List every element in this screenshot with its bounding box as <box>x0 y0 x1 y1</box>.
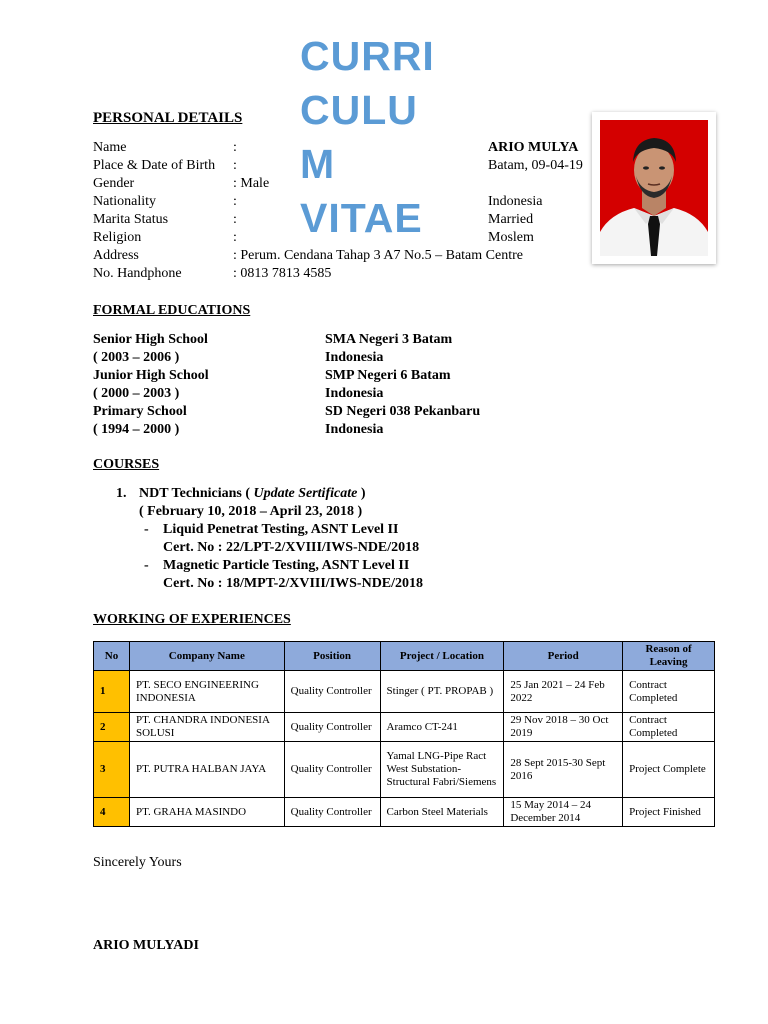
education-heading: FORMAL EDUCATIONS <box>93 303 251 318</box>
table-row <box>94 742 715 798</box>
personal-label: Religion <box>93 230 142 245</box>
course-title <box>139 485 365 503</box>
column-header-project: Project / Location <box>380 642 504 671</box>
education-years: ( 1994 – 2000 ) <box>93 422 180 437</box>
title-line-2: CULU <box>300 87 418 133</box>
table-row <box>94 713 715 742</box>
courses-heading: COURSES <box>93 457 160 472</box>
reason-cell: Project Complete <box>623 742 715 798</box>
personal-label: Marita Status <box>93 212 169 227</box>
personal-value <box>233 211 237 229</box>
colon: : <box>233 248 237 263</box>
position-cell: Quality Controller <box>284 713 380 742</box>
column-header-period: Period <box>504 642 623 671</box>
course-sub-name: Liquid Penetrat Testing, ASNT Level II <box>163 522 399 537</box>
course-title-italic: Update Sertificate <box>253 486 358 501</box>
education-school-name: SMP Negeri 6 Batam <box>325 368 451 383</box>
personal-details-heading: PERSONAL DETAILS <box>93 110 243 126</box>
period-cell: 15 May 2014 – 24 December 2014 <box>504 798 623 827</box>
row-number: 1 <box>94 671 130 713</box>
period-cell: 25 Jan 2021 – 24 Feb 2022 <box>504 671 623 713</box>
education-school-level: Junior High School <box>93 368 209 383</box>
column-header-reason: Reason of Leaving <box>623 642 715 671</box>
project-cell: Stinger ( PT. PROPAB ) <box>380 671 504 713</box>
colon: : <box>233 158 237 173</box>
personal-value <box>233 229 237 247</box>
colon: : <box>233 212 237 227</box>
course-sub-name: Magnetic Particle Testing, ASNT Level II <box>163 558 410 573</box>
personal-label: Nationality <box>93 194 156 209</box>
personal-value <box>233 139 237 157</box>
table-row <box>94 798 715 827</box>
company-cell: PT. GRAHA MASINDO <box>129 798 284 827</box>
course-sub-cert: Cert. No : 18/MPT-2/XVIII/IWS-NDE/2018 <box>163 576 424 591</box>
position-cell: Quality Controller <box>284 671 380 713</box>
education-school-level: Senior High School <box>93 332 208 347</box>
title-line-4: VITAE <box>300 195 423 241</box>
colon: : <box>233 194 237 209</box>
personal-value <box>233 193 237 211</box>
company-cell: PT. PUTRA HALBAN JAYA <box>129 742 284 798</box>
course-sub-cert: Cert. No : 22/LPT-2/XVIII/IWS-NDE/2018 <box>163 540 420 555</box>
colon: : <box>233 176 237 191</box>
course-title-text: NDT Technicians ( <box>139 486 254 501</box>
personal-right-value: Batam, 09-04-19 <box>488 158 583 173</box>
title-line-3: M <box>300 141 336 187</box>
personal-label: Address <box>93 248 139 263</box>
personal-right-value: Moslem <box>488 230 534 245</box>
education-school-name: SMA Negeri 3 Batam <box>325 332 453 347</box>
value-text: Perum. Cendana Tahap 3 A7 No.5 – Batam Centre <box>236 248 523 263</box>
education-country: Indonesia <box>325 350 384 365</box>
portrait-image <box>600 120 708 256</box>
personal-label: No. Handphone <box>93 266 182 281</box>
closing-salutation: Sincerely Yours <box>93 855 182 870</box>
education-country: Indonesia <box>325 422 384 437</box>
personal-label: Name <box>93 140 127 155</box>
reason-cell: Contract Completed <box>623 671 715 713</box>
experience-table <box>93 641 715 827</box>
personal-value <box>233 265 331 283</box>
value-text: Male <box>236 176 270 191</box>
personal-right-value: Indonesia <box>488 194 543 209</box>
title-line-1: CURRI <box>300 33 435 79</box>
personal-label: Place & Date of Birth <box>93 158 216 173</box>
company-cell: PT. CHANDRA INDONESIA SOLUSI <box>129 713 284 742</box>
value-text: 0813 7813 4585 <box>236 266 332 281</box>
position-cell: Quality Controller <box>284 798 380 827</box>
education-school-name: SD Negeri 038 Pekanbaru <box>325 404 481 419</box>
course-number: 1. <box>116 486 127 501</box>
course-title-end: ) <box>357 486 366 501</box>
reason-cell: Project Finished <box>623 798 715 827</box>
signature-name: ARIO MULYADI <box>93 938 199 953</box>
column-header-no: No <box>94 642 130 671</box>
row-number: 4 <box>94 798 130 827</box>
personal-right-value: ARIO MULYA <box>488 140 579 155</box>
education-years: ( 2000 – 2003 ) <box>93 386 180 401</box>
row-number: 2 <box>94 713 130 742</box>
column-header-company: Company Name <box>129 642 284 671</box>
row-number: 3 <box>94 742 130 798</box>
profile-photo <box>592 112 716 264</box>
period-cell: 29 Nov 2018 – 30 Oct 2019 <box>504 713 623 742</box>
table-header-row <box>94 642 715 671</box>
project-cell: Carbon Steel Materials <box>380 798 504 827</box>
personal-value <box>233 157 237 175</box>
personal-right-value: Married <box>488 212 534 227</box>
education-years: ( 2003 – 2006 ) <box>93 350 180 365</box>
education-school-level: Primary School <box>93 404 187 419</box>
education-country: Indonesia <box>325 386 384 401</box>
course-sub-bullet: - <box>144 558 149 573</box>
colon: : <box>233 266 237 281</box>
project-cell: Yamal LNG-Pipe Ract West Substation-Structural Fabri/Siemens <box>380 742 504 798</box>
company-cell: PT. SECO ENGINEERING INDONESIA <box>129 671 284 713</box>
reason-cell: Contract Completed <box>623 713 715 742</box>
course-dates: ( February 10, 2018 – April 23, 2018 ) <box>139 504 363 519</box>
project-cell: Aramco CT-241 <box>380 713 504 742</box>
colon: : <box>233 140 237 155</box>
personal-label: Gender <box>93 176 135 191</box>
experience-heading: WORKING OF EXPERIENCES <box>93 612 291 627</box>
personal-value <box>233 175 269 193</box>
colon: : <box>233 230 237 245</box>
column-header-position: Position <box>284 642 380 671</box>
personal-value <box>233 247 523 265</box>
table-row <box>94 671 715 713</box>
course-sub-bullet: - <box>144 522 149 537</box>
position-cell: Quality Controller <box>284 742 380 798</box>
period-cell: 28 Sept 2015-30 Sept 2016 <box>504 742 623 798</box>
